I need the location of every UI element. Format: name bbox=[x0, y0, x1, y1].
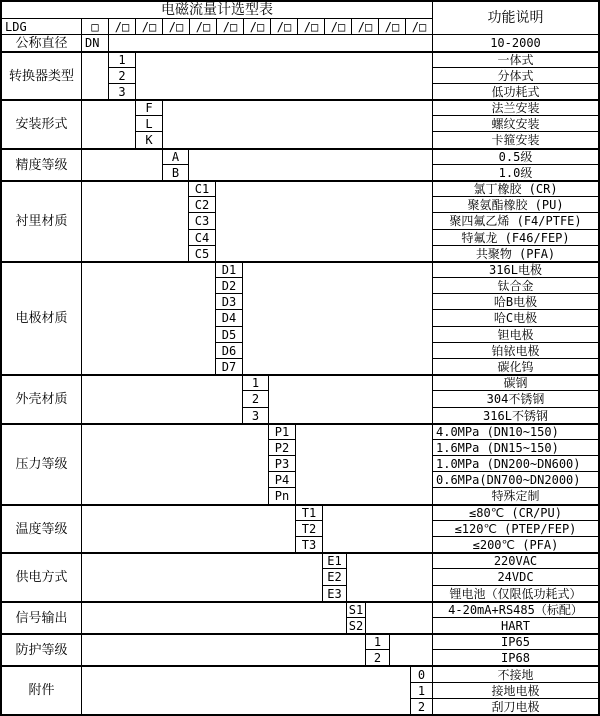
code-cell: T2 bbox=[295, 520, 322, 536]
code-cell: C4 bbox=[188, 229, 215, 245]
function-cell: ≤200℃ (PFA) bbox=[432, 536, 598, 552]
function-cell: ≤80℃ (CR/PU) bbox=[432, 504, 598, 520]
code-cell: E2 bbox=[322, 568, 346, 585]
function-cell: 316L电极 bbox=[432, 261, 598, 277]
model-code-slot: /□ bbox=[297, 18, 324, 34]
function-cell: 0.6MPa(DN700~DN2000) bbox=[432, 471, 598, 487]
code-fill-region bbox=[365, 601, 432, 633]
function-cell: 碳钢 bbox=[432, 374, 598, 390]
function-cell: 特氟龙 (F46/FEP) bbox=[432, 229, 598, 245]
code-cell: E1 bbox=[322, 552, 346, 568]
code-cell: 3 bbox=[108, 83, 135, 99]
code-cell: T3 bbox=[295, 536, 322, 552]
function-cell: 特殊定制 bbox=[432, 487, 598, 504]
model-code-slot: /□ bbox=[378, 18, 405, 34]
function-cell: 接地电极 bbox=[432, 682, 598, 698]
code-cell: D4 bbox=[215, 309, 242, 326]
function-cell: 锂电池（仅限低功耗式） bbox=[432, 585, 598, 601]
function-cell: 10-2000 bbox=[432, 34, 598, 51]
model-code-slot: /□ bbox=[108, 18, 135, 34]
function-cell: 1.0级 bbox=[432, 164, 598, 180]
function-cell: 哈B电极 bbox=[432, 293, 598, 309]
model-code-prefix: LDG bbox=[2, 18, 81, 34]
section-label: 电极材质 bbox=[2, 261, 81, 374]
code-cell: L bbox=[135, 115, 162, 131]
code-cell: DN bbox=[81, 34, 108, 51]
code-fill-region bbox=[215, 180, 432, 261]
function-cell: 钛合金 bbox=[432, 277, 598, 293]
function-cell: 304不锈钢 bbox=[432, 390, 598, 407]
section-label: 公称直径 bbox=[2, 34, 81, 51]
code-cell: 2 bbox=[108, 67, 135, 83]
function-cell: 24VDC bbox=[432, 568, 598, 585]
code-offset-region bbox=[81, 552, 322, 601]
function-cell: 聚四氟乙烯 (F4/PTFE) bbox=[432, 212, 598, 229]
code-cell: D5 bbox=[215, 326, 242, 342]
model-code-slot: /□ bbox=[243, 18, 270, 34]
section-label: 压力等级 bbox=[2, 423, 81, 504]
function-cell: IP65 bbox=[432, 633, 598, 649]
code-cell: S2 bbox=[346, 617, 365, 633]
code-cell: C5 bbox=[188, 245, 215, 261]
code-cell: A bbox=[162, 148, 188, 164]
code-fill-region bbox=[242, 261, 432, 374]
function-cell: 刮刀电极 bbox=[432, 698, 598, 714]
section-label: 转换器类型 bbox=[2, 51, 81, 99]
code-fill-region bbox=[162, 99, 432, 148]
function-cell: 1.0MPa (DN200~DN600) bbox=[432, 455, 598, 471]
function-cell: 法兰安装 bbox=[432, 99, 598, 115]
code-cell: K bbox=[135, 131, 162, 148]
function-cell: 分体式 bbox=[432, 67, 598, 83]
function-cell: IP68 bbox=[432, 649, 598, 665]
model-code-slot: /□ bbox=[351, 18, 378, 34]
function-cell: 卡箍安装 bbox=[432, 131, 598, 148]
code-cell: C2 bbox=[188, 196, 215, 212]
code-fill-region bbox=[322, 504, 432, 552]
model-code-slot: /□ bbox=[135, 18, 162, 34]
function-cell: 碳化钨 bbox=[432, 358, 598, 374]
code-cell: 0 bbox=[410, 665, 432, 682]
function-cell: 低功耗式 bbox=[432, 83, 598, 99]
table-title: 电磁流量计选型表 bbox=[161, 2, 273, 18]
code-cell: 3 bbox=[242, 407, 268, 423]
code-cell: 2 bbox=[410, 698, 432, 714]
section-label: 附件 bbox=[2, 665, 81, 714]
function-cell: 一体式 bbox=[432, 51, 598, 67]
code-cell: 1 bbox=[410, 682, 432, 698]
code-cell: P4 bbox=[268, 471, 295, 487]
function-cell: 4-20mA+RS485（标配） bbox=[432, 601, 598, 617]
code-cell: C1 bbox=[188, 180, 215, 196]
code-offset-region bbox=[81, 601, 346, 633]
function-cell: 铂铱电极 bbox=[432, 342, 598, 358]
code-cell: D6 bbox=[215, 342, 242, 358]
section-label: 衬里材质 bbox=[2, 180, 81, 261]
code-cell: D7 bbox=[215, 358, 242, 374]
code-offset-region bbox=[81, 148, 162, 180]
code-cell: P2 bbox=[268, 439, 295, 455]
code-cell: D3 bbox=[215, 293, 242, 309]
function-cell: 共聚物 (PFA) bbox=[432, 245, 598, 261]
code-cell: 1 bbox=[108, 51, 135, 67]
function-cell: 0.5级 bbox=[432, 148, 598, 164]
section-label: 温度等级 bbox=[2, 504, 81, 552]
model-code-slot: /□ bbox=[162, 18, 189, 34]
code-cell: P1 bbox=[268, 423, 295, 439]
function-cell: 1.6MPa (DN15~150) bbox=[432, 439, 598, 455]
code-offset-region bbox=[81, 633, 365, 665]
function-cell: 4.0MPa (DN10~150) bbox=[432, 423, 598, 439]
code-cell: T1 bbox=[295, 504, 322, 520]
code-offset-region bbox=[81, 99, 135, 148]
code-offset-region bbox=[81, 261, 215, 374]
section-label: 防护等级 bbox=[2, 633, 81, 665]
code-cell: E3 bbox=[322, 585, 346, 601]
code-cell: 1 bbox=[242, 374, 268, 390]
function-cell: 螺纹安装 bbox=[432, 115, 598, 131]
code-fill-region bbox=[346, 552, 432, 601]
code-cell: S1 bbox=[346, 601, 365, 617]
code-offset-region bbox=[81, 504, 295, 552]
code-fill-region bbox=[108, 34, 432, 51]
model-code-slot: /□ bbox=[270, 18, 297, 34]
code-cell: D1 bbox=[215, 261, 242, 277]
code-cell: C3 bbox=[188, 212, 215, 229]
code-cell: Pn bbox=[268, 487, 295, 504]
function-cell: 钽电极 bbox=[432, 326, 598, 342]
code-fill-region bbox=[135, 51, 432, 99]
section-label: 外壳材质 bbox=[2, 374, 81, 423]
code-cell: B bbox=[162, 164, 188, 180]
model-code-box: □ bbox=[81, 18, 108, 34]
code-cell: P3 bbox=[268, 455, 295, 471]
section-label: 信号输出 bbox=[2, 601, 81, 633]
function-header: 功能说明 bbox=[432, 2, 598, 34]
function-cell: HART bbox=[432, 617, 598, 633]
code-fill-region bbox=[188, 148, 432, 180]
model-code-slot: /□ bbox=[324, 18, 351, 34]
code-offset-region bbox=[81, 180, 188, 261]
code-fill-region bbox=[389, 633, 432, 665]
function-cell: 220VAC bbox=[432, 552, 598, 568]
code-fill-region bbox=[268, 374, 432, 423]
function-cell: 氯丁橡胶 (CR) bbox=[432, 180, 598, 196]
code-cell: D2 bbox=[215, 277, 242, 293]
code-offset-region bbox=[81, 423, 268, 504]
function-cell: 聚氨酯橡胶 (PU) bbox=[432, 196, 598, 212]
code-offset-region bbox=[81, 374, 242, 423]
code-cell: 2 bbox=[242, 390, 268, 407]
code-offset-region bbox=[81, 665, 410, 714]
section-label: 安装形式 bbox=[2, 99, 81, 148]
function-cell: ≤120℃ (PTEP/FEP) bbox=[432, 520, 598, 536]
model-code-slot: /□ bbox=[405, 18, 432, 34]
code-offset-region bbox=[81, 51, 108, 99]
model-code-slot: /□ bbox=[216, 18, 243, 34]
code-cell: 2 bbox=[365, 649, 389, 665]
code-cell: 1 bbox=[365, 633, 389, 649]
code-cell: F bbox=[135, 99, 162, 115]
function-cell: 哈C电极 bbox=[432, 309, 598, 326]
model-code-slot: /□ bbox=[189, 18, 216, 34]
function-cell: 316L不锈钢 bbox=[432, 407, 598, 423]
code-fill-region bbox=[295, 423, 432, 504]
function-cell: 不接地 bbox=[432, 665, 598, 682]
section-label: 精度等级 bbox=[2, 148, 81, 180]
section-label: 供电方式 bbox=[2, 552, 81, 601]
